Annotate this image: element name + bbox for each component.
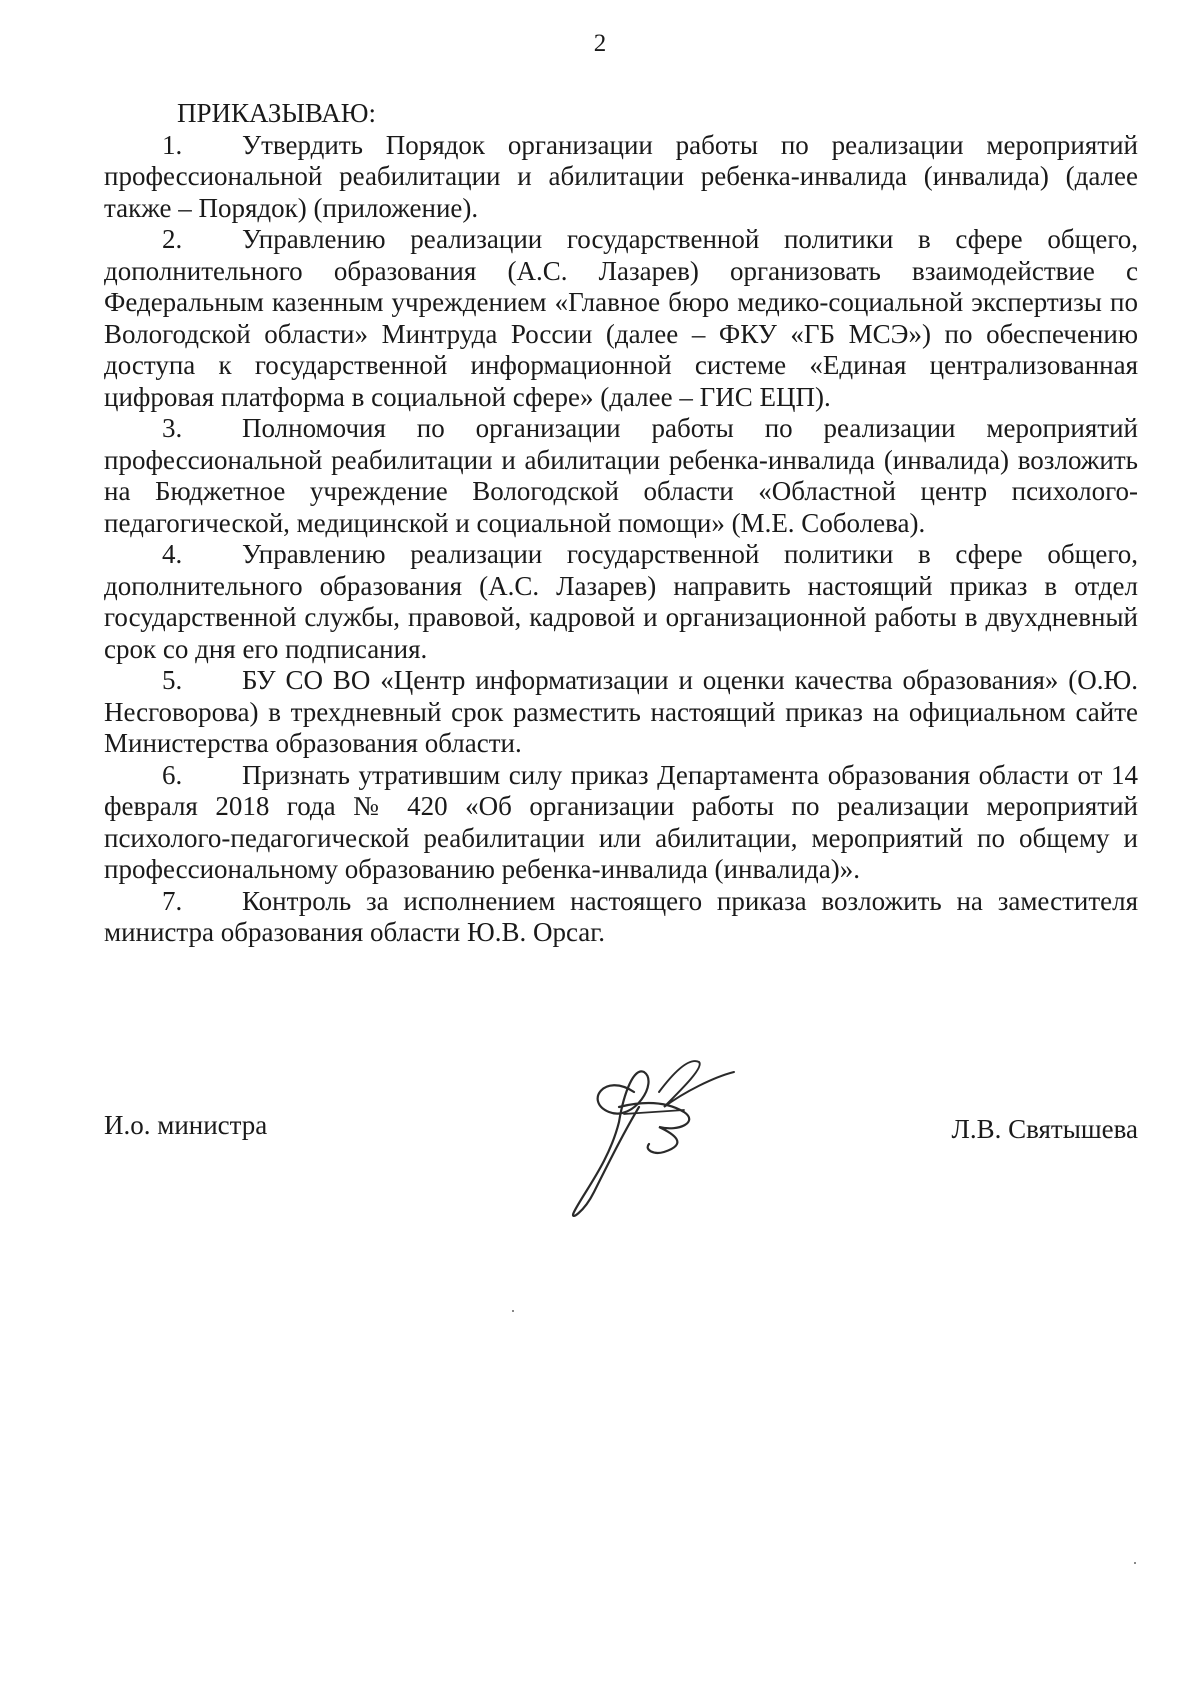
handwritten-signature-icon [564, 1052, 744, 1222]
order-item-4 [104, 539, 1138, 665]
order-item-7 [104, 886, 1138, 949]
item-number: 2. [162, 224, 183, 254]
order-body [104, 98, 1138, 949]
signature-block [104, 1082, 1138, 1232]
item-text: Контроль за исполнением настоящего приказа возложить на заместителя министра образования области Ю.В. Орсаг. [104, 885, 1138, 947]
scan-speck [1134, 1562, 1136, 1564]
item-number: 1. [162, 129, 183, 160]
item-text: Управлению реализации государственной политики в сфере общего, дополнительного образования (А.С. Лазарев) организовать взаимодействие с Федеральным казенным учреждением «Главное бюро медико-социальной экспертизы по Вологодской области» Минтруда России (далее – ФКУ «ГБ МСЭ») по обеспечению доступа к государственной информационной системе «Единая централизованная цифровая платформа в социальной сфере» (далее – ГИС ЕЦП). [104, 224, 1138, 412]
order-item-3 [104, 413, 1138, 539]
item-text: Признать утратившим силу приказ Департамента образования области от 14 февраля 2018 года № 420 «Об организации работы по реализации мероприятий психолого-педагогической реабилитации или абилитации, мероприятий по общему и профессиональному образованию ребенка-инвалида (инвалида)». [104, 759, 1138, 884]
item-number: 6. [162, 759, 183, 790]
item-text: Полномочия по организации работы по реализации мероприятий профессиональной реабилитации и абилитации ребенка-инвалида (инвалида) возложить на Бюджетное учреждение Вологодской области «Областной центр психолого-педагогической, медицинской и социальной помощи» (М.Е. Соболева). [104, 413, 1138, 538]
order-item-5 [104, 665, 1138, 760]
item-number: 7. [162, 885, 183, 916]
item-number: 3. [162, 413, 183, 443]
signatory-title: И.о. министра [104, 1110, 268, 1140]
page-number: 2 [593, 30, 607, 57]
scan-speck [512, 1310, 514, 1312]
item-text: Управлению реализации государственной политики в сфере общего, дополнительного образования (А.С. Лазарев) направить настоящий приказ в отдел государственной службы, правовой, кадровой и организационной работы в двухдневный срок со дня его подписания. [104, 539, 1138, 664]
item-text: БУ СО ВО «Центр информатизации и оценки качества образования» (О.Ю. Несговорова) в трехдневный срок разместить настоящий приказ на официальном сайте Министерства образования области. [104, 665, 1138, 758]
order-heading: ПРИКАЗЫВАЮ: [177, 98, 376, 128]
order-item-2 [104, 224, 1138, 413]
item-text: Утвердить Порядок организации работы по реализации мероприятий профессиональной реабилитации и абилитации ребенка-инвалида (инвалида) (далее также – Порядок) (приложение). [104, 129, 1138, 223]
order-item-1 [104, 130, 1138, 225]
item-number: 5. [162, 665, 183, 695]
signatory-name: Л.В. Святышева [951, 1114, 1138, 1144]
order-item-6 [104, 760, 1138, 886]
item-number: 4. [162, 539, 183, 569]
